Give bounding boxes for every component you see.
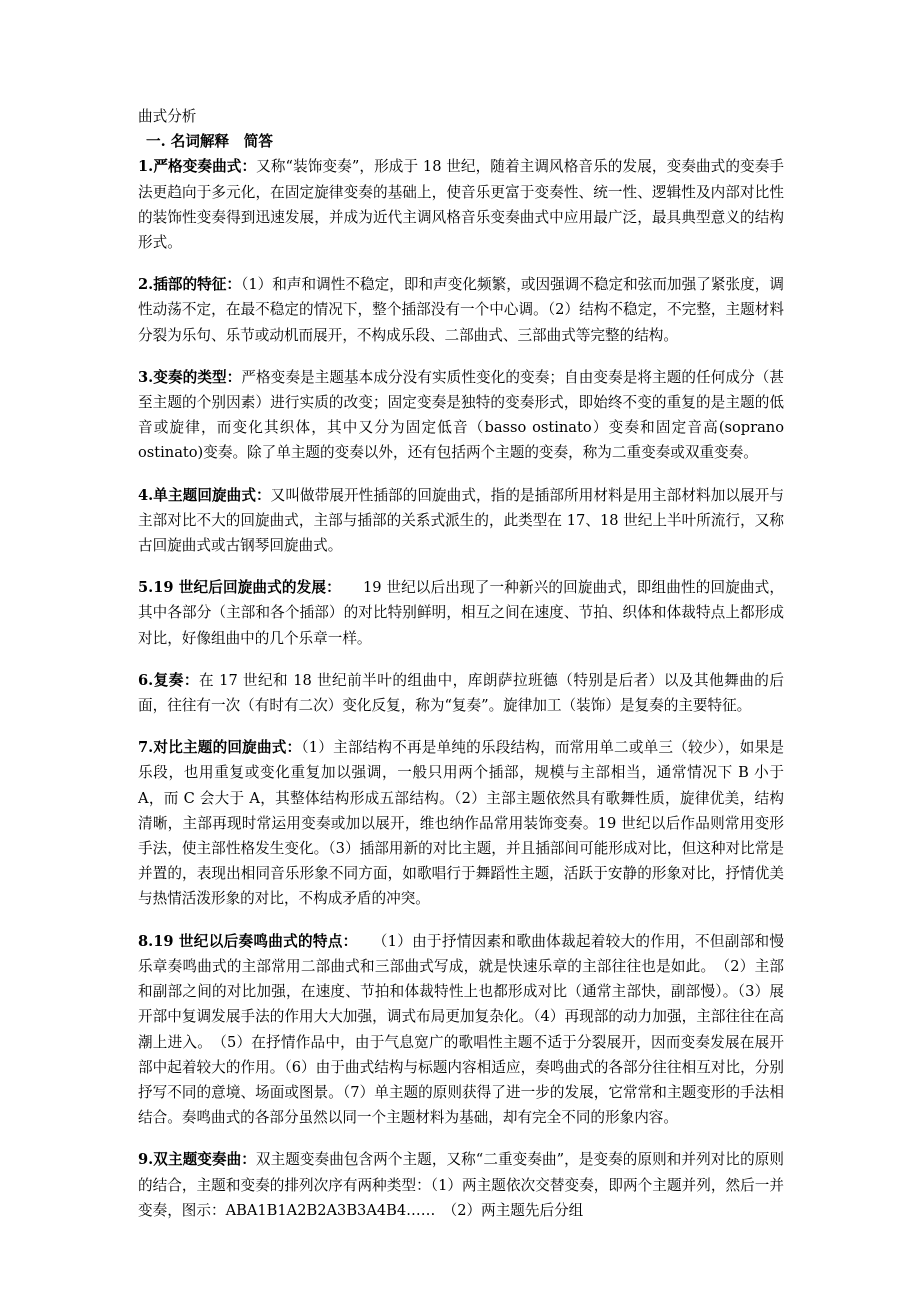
doc-title: 曲式分析 xyxy=(138,108,197,125)
item-body: （1）主部结构不再是单纯的乐段结构，而常用单二或单三（较少），如果是乐段，也用重复或变化重复加以强调，一般只用两个插部，规模与主部相当，通常情况下 B 小于 A，而 C 会大于 A，其整体结构形成五部结构。（2）主部主题依然具有歌舞性质，旋律优美，结构清晰，主部再现时常运用变奏或加以展开，维也纳作品常用装饰变奏。19 世纪以后作品则常用变形手法，使主部性格发生变化。（3）插部用新的对比主题，并且插部间可能形成对比，但这种对比常是并置的，表现出相同音乐形象不同方面，如歌唱行于舞蹈性主题，活跃于安静的形象对比，抒情优美与热情活泼形象的对比，不构成矛盾的冲突。 xyxy=(138,739,784,908)
item-term: 4.单主题回旋曲式： xyxy=(138,486,271,504)
document-page xyxy=(138,104,784,1240)
item-body: 又称“装饰变奏”，形成于 18 世纪，随着主调风格音乐的发展，变奏曲式的变奏手法更趋向于多元化，在固定旋律变奏的基础上，使音乐更富于变奏性、统一性、逻辑性及内部对比性的装饰性变奏得到迅速发展，并成为近代主调风格音乐变奏曲式中应用最广泛，最具典型意义的结构形式。 xyxy=(138,158,784,252)
item-body: （1）和声和调性不稳定，即和声变化频繁，或因强调不稳定和弦而加强了紧张度，调性动荡不定，在最不稳定的情况下，整个插部没有一个中心调。（2）结构不稳定，不完整，主题材料分裂为乐句、乐节或动机而展开，不构成乐段、二部曲式、三部曲式等完整的结构。 xyxy=(138,276,784,344)
item-8 xyxy=(138,929,784,1131)
item-4 xyxy=(138,483,784,559)
item-body: 严格变奏是主题基本成分没有实质性变化的变奏；自由变奏是将主题的任何成分（甚至主题的个别因素）进行实质的改变；固定变奏是独特的变奏形式，即始终不变的重复的是主题的低音或旋律，而变化其织体，其中又分为固定低音（basso ostinato）变奏和固定音高(soprano ostinato)变奏。除了单主题的变奏以外，还有包括两个主题的变奏，称为二重变奏或双重变奏。 xyxy=(138,368,784,462)
item-term: 7.对比主题的回旋曲式： xyxy=(138,739,302,757)
item-term: 1.严格变奏曲式： xyxy=(138,158,257,176)
item-6 xyxy=(138,668,784,718)
item-2 xyxy=(138,272,784,348)
item-body: 双主题变奏曲包含两个主题，又称“二重变奏曲”，是变奏的原则和并列对比的原则的结合，主题和变奏的排列次序有两种类型：（1）两主题依次交替变奏，即两个主题并列，然后一并变奏，图示：ABA1B1A2B2A3B3A4B4…… （2）两主题先后分组 xyxy=(138,1151,784,1219)
item-term: 6.复奏： xyxy=(138,671,199,689)
item-7 xyxy=(138,735,784,911)
item-body: 19 世纪以后出现了一种新兴的回旋曲式，即组曲性的回旋曲式，其中各部分（主部和各个插部）的对比特别鲜明，相互之间在速度、节拍、织体和体裁特点上都形成对比，好像组曲中的几个乐章一样。 xyxy=(138,579,784,647)
item-9 xyxy=(138,1147,784,1223)
item-3 xyxy=(138,365,784,466)
item-term: 2.插部的特征： xyxy=(138,276,241,294)
item-body: （1）由于抒情因素和歌曲体裁起着较大的作用，不但副部和慢乐章奏鸣曲式的主部常用二部曲式和三部曲式写成，就是快速乐章的主部往往也是如此。 （2）主部和副部之间的对比加强，在速度、节拍和体裁特性上也都形成对比（通常主部快，副部慢）。（3）展开部中复调发展手法的作用大大加强，调式布局更加复杂化。（4）再现部的动力加强，主部往往在高潮上进入。 （5）在抒情作品中，由于气息宽广的歌唱性主题不适于分裂展开，因而变奏发展在展开部中起着较大的作用。（6）由于曲式结构与标题内容相适应，奏鸣曲式的各部分往往相互对比，分别抒写不同的意境、场面或图景。（7）单主题的原则获得了进一步的发展，它常常和主题变形的手法相结合。奏鸣曲式的各部分虽然以同一个主题材料为基础，却有完全不同的形象内容。 xyxy=(138,932,785,1127)
item-1 xyxy=(138,154,784,255)
item-body: 在 17 世纪和 18 世纪前半叶的组曲中，库朗萨拉班德（特别是后者）以及其他舞曲的后面，往往有一次（有时有二次）变化反复，称为“复奏”。旋律加工（装饰）是复奏的主要特征。 xyxy=(138,671,784,715)
item-term: 8.19 世纪以后奏鸣曲式的特点： xyxy=(138,932,351,950)
section-heading: 一. 名词解释 简答 xyxy=(146,133,273,151)
item-5 xyxy=(138,575,784,651)
item-body: 又叫做带展开性插部的回旋曲式，指的是插部所用材料是用主部材料加以展开与主部对比不大的回旋曲式，主部与插部的关系式派生的，此类型在 17、18 世纪上半叶所流行，又称古回旋曲式或古钢琴回旋曲式。 xyxy=(138,486,784,555)
item-term: 3.变奏的类型： xyxy=(138,368,242,386)
item-term: 9.双主题变奏曲： xyxy=(138,1151,256,1169)
item-term: 5.19 世纪后回旋曲式的发展： xyxy=(138,579,334,597)
